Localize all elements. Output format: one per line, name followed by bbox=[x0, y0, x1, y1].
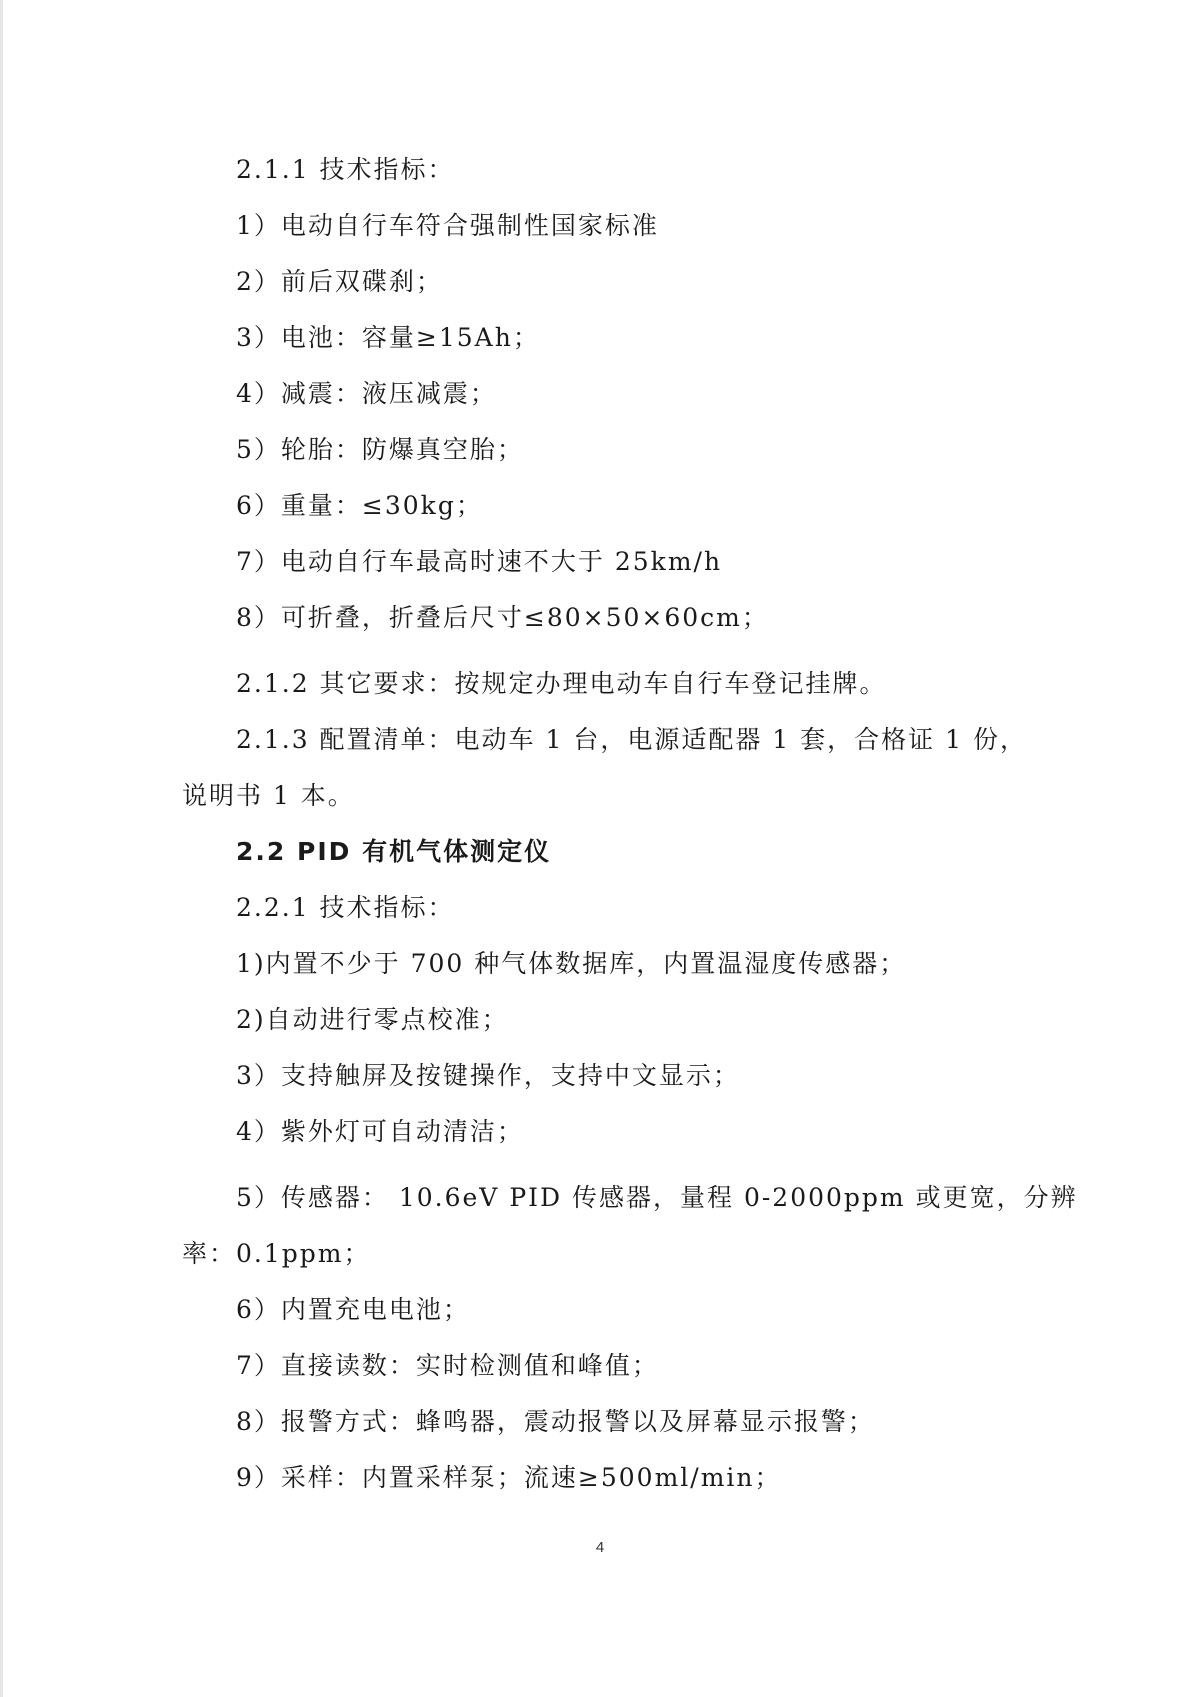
pid-spec-item-1: 1)内置不少于 700 种气体数据库，内置温湿度传感器； bbox=[236, 949, 907, 978]
pid-spec-item-5: 5）传感器： 10.6eV PID 传感器，量程 0-2000ppm 或更宽，分辨 bbox=[236, 1183, 1078, 1212]
section-2-2-heading: 2.2 PID 有机气体测定仪 bbox=[236, 837, 552, 866]
page-number: 4 bbox=[595, 1539, 605, 1556]
spec-item-8: 8）可折叠，折叠后尺寸≤80×50×60cm； bbox=[236, 603, 769, 632]
section-2-1-3-continuation: 说明书 1 本。 bbox=[182, 781, 355, 810]
pid-spec-item-5-continuation: 率：0.1ppm； bbox=[182, 1239, 371, 1268]
spec-item-6: 6）重量：≤30kg； bbox=[236, 491, 483, 520]
pid-spec-item-9: 9）采样：内置采样泵；流速≥500ml/min； bbox=[236, 1463, 782, 1492]
spec-item-2: 2）前后双碟刹； bbox=[236, 267, 443, 296]
scan-edge bbox=[0, 0, 3, 1697]
section-2-1-1-heading: 2.1.1 技术指标： bbox=[236, 155, 455, 184]
section-2-1-2-paragraph: 2.1.2 其它要求：按规定办理电动车自行车登记挂牌。 bbox=[236, 669, 887, 698]
pid-spec-item-6: 6）内置充电电池； bbox=[236, 1295, 470, 1324]
section-2-1-3-paragraph: 2.1.3 配置清单：电动车 1 台，电源适配器 1 套，合格证 1 份， bbox=[236, 725, 1027, 754]
pid-spec-item-7: 7）直接读数：实时检测值和峰值； bbox=[236, 1351, 659, 1380]
spec-item-4: 4）减震：液压减震； bbox=[236, 379, 497, 408]
section-2-2-1-heading: 2.2.1 技术指标： bbox=[236, 893, 455, 922]
spec-item-5: 5）轮胎：防爆真空胎； bbox=[236, 435, 524, 464]
spec-item-7: 7）电动自行车最高时速不大于 25km/h bbox=[236, 547, 723, 576]
pid-spec-item-8: 8）报警方式：蜂鸣器，震动报警以及屏幕显示报警； bbox=[236, 1407, 875, 1436]
spec-item-3: 3）电池：容量≥15Ah； bbox=[236, 323, 540, 352]
spec-item-1: 1）电动自行车符合强制性国家标准 bbox=[236, 211, 659, 240]
pid-spec-item-4: 4）紫外灯可自动清洁； bbox=[236, 1117, 524, 1146]
pid-spec-item-2: 2)自动进行零点校准； bbox=[236, 1005, 509, 1034]
pid-spec-item-3: 3）支持触屏及按键操作，支持中文显示； bbox=[236, 1061, 740, 1090]
